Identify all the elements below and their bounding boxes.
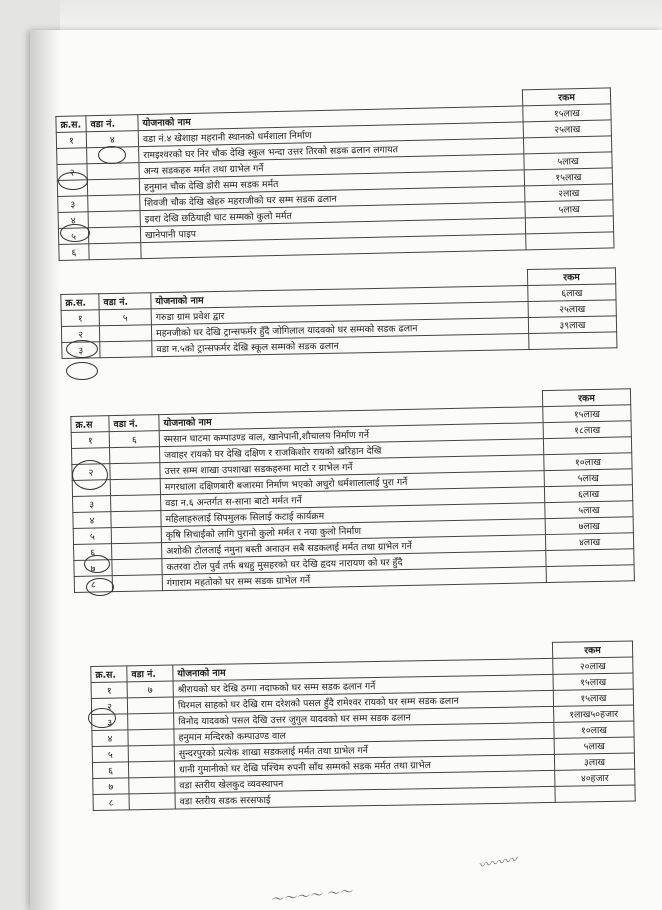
serial-cell: ५ bbox=[73, 528, 111, 545]
ward-cell bbox=[111, 527, 161, 544]
ward-6-plan-table bbox=[70, 388, 635, 593]
ward-cell bbox=[128, 729, 174, 746]
plan-name-cell: स्मसान घाटमा कम्पाउण्ड वाल, खानेपानी,शौचालय निर्माण गर्ने bbox=[159, 423, 543, 447]
handwritten-circle-mark bbox=[60, 224, 90, 242]
amount-cell: ५लाख bbox=[525, 200, 613, 218]
serial-cell: ६ bbox=[92, 762, 128, 779]
plan-name-cell: इवरा देखि छठियाही घाट सम्मको कुलो मर्मत bbox=[140, 202, 525, 227]
handwritten-signature: 〰〰〰 bbox=[477, 852, 519, 875]
serial-cell: १ bbox=[71, 432, 109, 449]
plan-name-cell: वडा स्तरीय सडक सरसफाई bbox=[175, 786, 555, 809]
ward-cell bbox=[129, 793, 175, 810]
plan-name-header: योजनाको नाम bbox=[138, 106, 523, 131]
serial-cell: ५ bbox=[92, 746, 128, 763]
ward-cell bbox=[110, 447, 160, 464]
plan-name-cell: अशोकी टोललाई नमुना बस्ती अनाउन सबै सडकलाई मर्मत तथा ग्राभेल गर्ने bbox=[162, 535, 546, 559]
amount-cell bbox=[526, 232, 614, 250]
ward-cell bbox=[112, 559, 162, 576]
plan-name-cell: श्रीरायको घर देखि ठग्गा नदाफको घर सम्म सडक ढलान गर्ने bbox=[173, 674, 553, 697]
serial-cell: ६ bbox=[59, 244, 89, 261]
amount-cell bbox=[546, 549, 634, 567]
amount-cell bbox=[555, 785, 635, 802]
amount-cell bbox=[529, 332, 617, 350]
amount-cell: ५लाख bbox=[554, 737, 634, 754]
handwritten-circle-mark bbox=[88, 708, 116, 728]
ward-cell: ५ bbox=[99, 309, 151, 326]
serial-cell: ८ bbox=[74, 576, 112, 593]
serial-cell: १ bbox=[61, 310, 99, 327]
ward-cell: ६ bbox=[109, 431, 159, 448]
serial-cell: २ bbox=[91, 698, 127, 715]
ward-cell bbox=[112, 543, 162, 560]
plan-name-cell: कतरवा टोल पुर्व तर्फ बधहु मुसहरको घर देखि हृदय नारायण को घर हुँदै bbox=[162, 551, 546, 575]
ward-cell bbox=[112, 575, 162, 592]
ward-cell bbox=[87, 179, 139, 196]
ward-cell: ४ bbox=[86, 131, 138, 148]
serial-header: क्र.स. bbox=[61, 294, 99, 311]
ward-5-plan-table bbox=[60, 267, 617, 359]
ward-cell bbox=[129, 777, 175, 794]
ward-cell bbox=[99, 325, 151, 342]
handwritten-circle-mark bbox=[66, 340, 98, 358]
amount-cell bbox=[543, 437, 631, 455]
ward-header: वडा नं. bbox=[109, 415, 159, 432]
amount-cell: ३लाख bbox=[554, 753, 634, 770]
ward-cell bbox=[127, 697, 173, 714]
serial-cell: ५ bbox=[58, 228, 88, 245]
amount-cell: २५लाख bbox=[528, 300, 616, 318]
amount-cell: ५लाख bbox=[544, 469, 632, 487]
serial-cell: २ bbox=[57, 164, 87, 181]
handwritten-circle-mark bbox=[86, 578, 114, 596]
serial-cell: ३ bbox=[62, 342, 100, 359]
amount-cell: १५लाख bbox=[553, 673, 633, 690]
plan-name-cell: गंगाराम महतोको घर सम्म सडक ग्राभेल गर्ने bbox=[162, 567, 546, 591]
amount-cell: ३९लाख bbox=[528, 316, 616, 334]
plan-name-cell: धानी गुमानीको घर देखि पश्चिम रुपनी साँध सम्मको सडक मर्मत तथा ग्राभेल bbox=[174, 754, 554, 777]
ward-cell bbox=[87, 163, 139, 180]
serial-cell: ६ bbox=[74, 544, 112, 561]
ward-cell bbox=[128, 761, 174, 778]
amount-cell: ६लाख bbox=[528, 284, 616, 302]
ward-cell bbox=[88, 227, 140, 244]
serial-cell: १ bbox=[91, 682, 127, 699]
serial-cell: ४ bbox=[92, 730, 128, 747]
ward-header: वडा नं. bbox=[127, 665, 173, 682]
plan-name-header: योजनाको नाम bbox=[151, 286, 528, 309]
plan-name-cell: खानेपानी पाइप bbox=[140, 218, 525, 243]
plan-name-header: योजनाको नाम bbox=[159, 407, 543, 431]
ward-cell bbox=[89, 243, 141, 260]
amount-cell: ५लाख bbox=[545, 501, 633, 519]
ward-cell bbox=[110, 479, 160, 496]
handwritten-circle-mark bbox=[72, 460, 108, 490]
amount-cell: ४०हजार bbox=[555, 769, 635, 786]
plan-name-cell: मगरधाला दक्षिणबारी बजारमा निर्माण भएको अधुरो धर्मशालालाई पुरा गर्ने bbox=[160, 471, 544, 495]
plan-name-cell: महिलाहरुलाई सिपमुलक सिलाई कटाई कार्यक्रम bbox=[161, 503, 545, 527]
plan-name-cell: रामइश्वरको घर निर चौक देखि स्कुल भन्दा उत्तर तिरको सडक ढलान लगायत bbox=[139, 138, 524, 163]
plan-name-cell: कृषि सिचाईको लागि पुरानो कुलो मर्मत र नया कुलो निर्माण bbox=[161, 519, 545, 543]
ward-cell bbox=[128, 745, 174, 762]
serial-cell: ३ bbox=[73, 496, 111, 513]
plan-name-cell: महनजीको घर देखि ट्रान्सफर्मर हुँदै जोगिलाल यादवको घर सम्मको सडक ढलान bbox=[151, 318, 528, 341]
amount-cell: १लाख५०हजार bbox=[554, 705, 634, 722]
plan-name-cell: विनोद यादवको पसल देखि उत्तर जुगुल यादवको घर सम्म सडक ढलान bbox=[174, 706, 554, 729]
ward-cell bbox=[128, 713, 174, 730]
amount-header: रकम bbox=[542, 389, 630, 407]
plan-name-cell: अन्य सडकहरु मर्मत तथा ग्राभेल गर्ने bbox=[139, 154, 524, 179]
scanner-top-strip bbox=[60, 0, 662, 31]
amount-cell: १५लाख bbox=[543, 405, 631, 423]
plan-name-cell: उत्तर सम्म शाखा उपशाखा सडकहरुमा माटो र ग्राभेल गर्ने bbox=[160, 455, 544, 479]
amount-cell: ७लाख bbox=[545, 517, 633, 535]
plan-name-cell: वडा स्तरीय खेलकुद व्यवस्थापन bbox=[175, 770, 555, 793]
ward-cell bbox=[88, 195, 140, 212]
serial-cell: ३ bbox=[92, 714, 128, 731]
plan-name-cell: सुन्दरपुरको प्रत्येक शाखा सडकलाई मर्मत तथा ग्राभेल गर्ने bbox=[174, 738, 554, 761]
ward-cell bbox=[110, 463, 160, 480]
ward-header: वडा नं. bbox=[86, 115, 138, 132]
amount-cell: २०लाख bbox=[553, 657, 633, 674]
amount-cell: १५लाख bbox=[523, 104, 611, 122]
ward-cell: ७ bbox=[127, 681, 173, 698]
ward-cell bbox=[111, 511, 161, 528]
amount-cell: ५लाख bbox=[524, 152, 612, 170]
amount-cell: १५लाख bbox=[553, 689, 633, 706]
serial-cell: १ bbox=[56, 132, 86, 149]
handwritten-circle-mark bbox=[98, 146, 126, 164]
amount-header: रकम bbox=[522, 88, 610, 106]
serial-header: क्र.स bbox=[71, 416, 109, 433]
handwritten-circle-mark bbox=[84, 555, 110, 573]
amount-header: रकम bbox=[552, 641, 632, 658]
plan-name-header: योजनाको नाम bbox=[173, 658, 553, 681]
ward-cell bbox=[88, 211, 140, 228]
amount-cell: २५लाख bbox=[523, 120, 611, 138]
amount-cell: ४लाख bbox=[545, 533, 633, 551]
ward-header: वडा नं. bbox=[99, 293, 151, 310]
amount-cell: ६लाख bbox=[544, 485, 632, 503]
plan-name-cell: शिवजी चौक देखि खेहरु महराजीको घर सम्म सडक ढलान bbox=[140, 186, 525, 211]
plan-name-cell: जवाहर रायको घर देखि दक्षिण र राजकिशोर रायको खरिहान देखि bbox=[159, 439, 543, 463]
amount-cell: १५लाख bbox=[524, 168, 612, 186]
amount-cell: १८लाख bbox=[543, 421, 631, 439]
plan-name-cell: घिरमल साहको घर देखि राम दरेशको पसल हुँदै रामेश्वर रायको घर सम्म सडक ढलान bbox=[173, 690, 553, 713]
serial-cell: ४ bbox=[58, 212, 88, 229]
plan-name-cell: वडा न.५को ट्रान्सफर्मर देखि स्कूल सम्मको सडक ढलान bbox=[152, 334, 529, 357]
serial-cell: ८ bbox=[93, 794, 129, 811]
handwritten-signature: ～～～～ ～～ bbox=[269, 884, 353, 909]
amount-cell: १०लाख bbox=[544, 453, 632, 471]
plan-name-cell: हनुमान मन्दिरको कम्पाउण्ड वाल bbox=[174, 722, 554, 745]
plan-name-cell: वडा न.६ अन्तर्गत स-साना बाटो मर्मत गर्ने bbox=[161, 487, 545, 511]
plan-name-cell: गरुडा ग्राम प्रवेश द्वार bbox=[151, 302, 528, 325]
amount-header: रकम bbox=[527, 268, 615, 286]
plan-name-cell: वडा नं.४ खेशाहा महरानी स्थानको धर्मशाला निर्माण bbox=[138, 122, 523, 147]
serial-cell: २ bbox=[72, 464, 110, 481]
serial-cell: ७ bbox=[74, 560, 112, 577]
plan-name-cell: हनुमान चौक देखि डोरी सम्म सडक मर्मत bbox=[139, 170, 524, 195]
ward-cell bbox=[111, 495, 161, 512]
serial-cell: ३ bbox=[58, 196, 88, 213]
ward-7-plan-table bbox=[90, 641, 636, 811]
handwritten-circle-mark bbox=[66, 362, 98, 380]
serial-cell: २ bbox=[61, 326, 99, 343]
serial-cell: ४ bbox=[73, 512, 111, 529]
serial-cell: ७ bbox=[93, 778, 129, 795]
ward-cell bbox=[100, 341, 152, 358]
amount-cell: १०लाख bbox=[554, 721, 634, 738]
ward-4-plan-table bbox=[55, 87, 615, 261]
amount-cell: २लाख bbox=[525, 184, 613, 202]
serial-cell bbox=[57, 148, 87, 165]
serial-header: क्र.स. bbox=[56, 116, 86, 133]
serial-header: क्र.स. bbox=[91, 666, 127, 683]
handwritten-circle-mark bbox=[58, 172, 88, 190]
amount-cell bbox=[546, 565, 634, 583]
